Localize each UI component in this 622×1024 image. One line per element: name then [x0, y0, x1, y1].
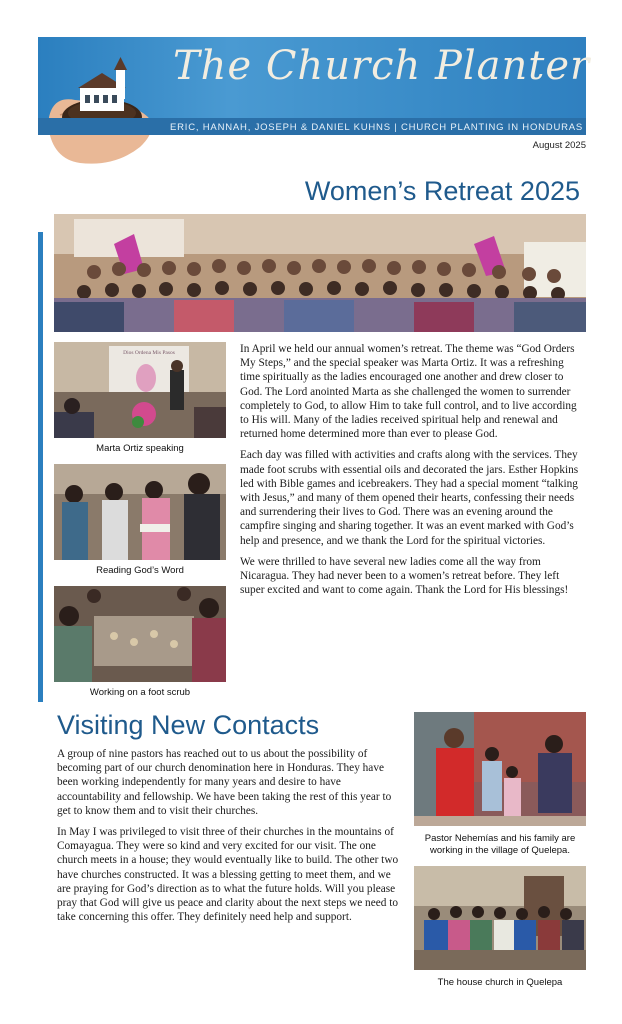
scrub-photo — [54, 586, 226, 682]
speaker-caption: Marta Ortiz speaking — [96, 443, 184, 454]
contacts-article — [57, 747, 402, 931]
group-photo — [54, 214, 586, 332]
newsletter-title: The Church Planter — [173, 43, 591, 89]
contacts-paragraph: A group of nine pastors has reached out to us about the possibility of becoming part of our church denomination here in Honduras. They have been working independently for many years and desire to have accountability and fellowship. We have been taking the rest of this year to get to know them and to visit their churches. — [57, 748, 392, 817]
retreat-paragraph: Each day was filled with activities and crafts along with the services. They made foot scrubs with essential oils and decorated the jars. Esther Hopkins led with Bible games and icebreakers. They had a special moment “talking with Jesus,” and many of them opened their hearts, confessing their needs and surrendering their lives to God. There was an evening around the campfire singing and sharing together. It was an event marked with God’s help and presence, and we thank the Lord for the spiritual victories. — [240, 449, 579, 547]
reading-photo — [54, 464, 226, 560]
retreat-article — [240, 342, 586, 604]
pastor-family-photo — [414, 712, 586, 826]
issue-date: August 2025 — [532, 140, 586, 151]
newsletter-subtitle: ERIC, HANNAH, JOSEPH & DANIEL KUHNS | CHURCH PLANTING IN HONDURAS — [170, 122, 584, 133]
accent-bar — [38, 232, 43, 702]
retreat-paragraph: In April we held our annual women’s retreat. The theme was “God Orders My Steps,” and the special speaker was Marta Ortiz. It was a refreshing time spiritually as the ladies encouraged one another and drew closer to God. The Lord anointed Marta as she challenged the women to surrender completely to God, to allow Him to take full control, and to live according to His will. Many of the ladies received spiritual help and renewal and returned home determined more than ever to please God. — [240, 343, 577, 441]
house-church-photo — [414, 866, 586, 970]
contacts-paragraph: In May I was privileged to visit three of their churches in the mountains of Comayagua. They were so kind and very excited for our visit. The one church meets in a house; they would eventually like to build. The other two have churches constructed. It was a blessing getting to meet them, and we are praying for God’s direction as to what the future holds. Will you please pray that God will give us peace and clarity about the next steps we need to take concerning this offer. They definitely need help and support. — [57, 826, 399, 924]
scrub-caption: Working on a foot scrub — [89, 687, 191, 698]
speaker-photo — [54, 342, 226, 438]
family-caption: Pastor Nehemías and his family are working in the village of Quelepa. — [424, 833, 576, 856]
house-church-caption: The house church in Quelepa — [437, 977, 563, 988]
hand-holding-church-logo — [40, 55, 160, 165]
contacts-heading: Visiting New Contacts — [57, 710, 320, 740]
masthead-banner — [38, 37, 591, 135]
retreat-heading: Women’s Retreat 2025 — [304, 176, 580, 206]
retreat-paragraph: We were thrilled to have several new ladies come all the way from Nicaragua. They had never been to a women’s retreat before. They left super excited and want to come again. Thank the Lord for His blessings! — [240, 555, 569, 597]
reading-caption: Reading God’s Word — [96, 565, 184, 576]
stage-sign-text: Dios Ordena Mis Pasos — [123, 350, 175, 356]
